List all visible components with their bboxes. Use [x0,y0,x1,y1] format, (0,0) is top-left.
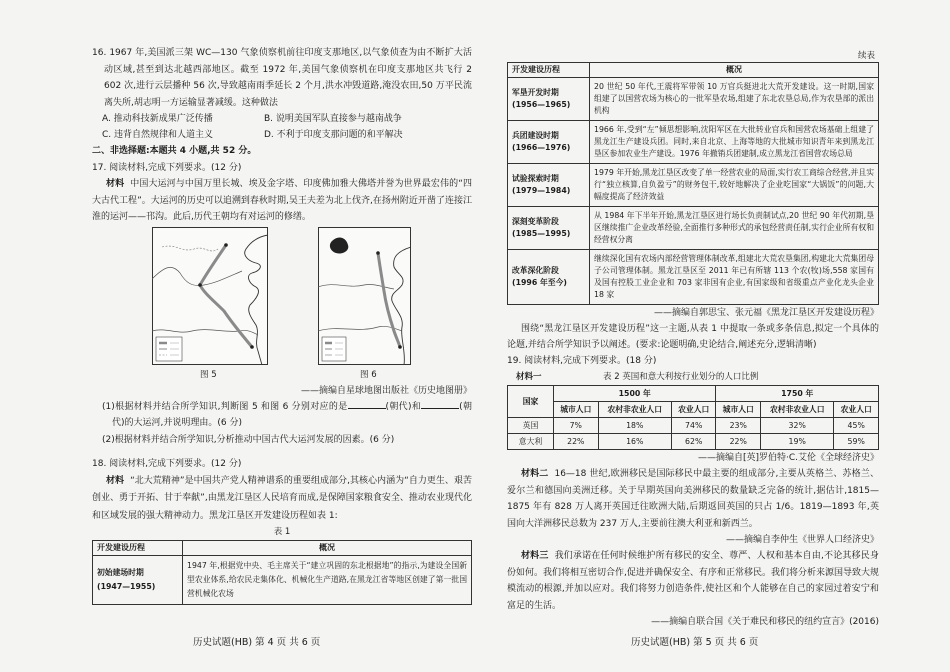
option-a: A. 推动科技新成果广泛传播 [102,114,213,124]
value-cell: 19% [761,434,834,450]
figure-5-label: 图 5 [200,369,217,380]
table-2 [507,385,879,450]
part-1-text: (朝代)的大运河,并说明理由。(6 分) [112,401,472,428]
value-cell: 23% [716,418,761,434]
canal-map-figure-6 [318,227,411,365]
material-1-source: ——摘编自[英]罗伯特·C.艾伦《全球经济史》 [697,453,879,463]
question-18-title: 18. 阅读材料,完成下列要求。(12 分) [92,459,242,469]
question-18-prompt: 围绕“黑龙江垦区开发建设历程”这一主题,从表 1 中提取一条或多条信息,拟定一个具体的论题,并结合所学知识予以阐述。(要求:论题明确,史论结合,阐述充分,逻辑清晰) [507,324,879,350]
country-cell: 英国 [508,418,554,434]
answer-blank [348,400,386,409]
city-marker [398,345,402,349]
city-marker [198,283,202,287]
section-heading: 二、非选择题:本题共 4 小题,共 52 分。 [92,146,257,156]
stage-name: 兵团建设时期 [512,131,559,140]
map-legend [156,337,182,361]
part-1-text: (朝代)和 [385,401,422,412]
table-header-row [93,541,472,556]
table-1-caption: 表 1 [273,527,291,537]
stage-period: (1985—1995) [512,229,571,238]
value-cell: 7% [554,418,599,434]
value-cell: 62% [671,434,716,450]
question-19-title: 19. 阅读材料,完成下列要求。(18 分) [507,356,657,366]
sub-header: 农业人口 [671,402,716,418]
table-row [508,418,879,434]
page-footer-left: 历史试题(HB) 第 4 页 共 6 页 [193,637,321,648]
table-row [508,207,879,250]
year-header: 1750 年 [716,386,879,402]
table-2-caption: 表 2 英国和意大利按行业划分的人口比例 [603,372,759,382]
option-c: C. 违背自然规律和人道主义 [102,130,214,140]
stage-cell [508,250,590,305]
value-cell: 22% [554,434,599,450]
material-1-heading [507,369,879,385]
map-legend [322,337,346,361]
stage-cell [508,164,590,207]
question-16-stem: 16. 1967 年,美国派三架 WC—130 气象侦察机前往印度支那地区,以气象侦查为由不断扩大活动区域,甚至到达北越西部地区。截至 1972 年,美国气象侦察机在印度支那地区共飞行 2 602 次,进行云层播种 56 次,导致越南雨季延长 2 个月,洪水冲毁道路,淹没农田,50 万平民流离失所,胡志明一方运输显著减缓。这种做法 [92,48,472,108]
page-footer-right: 历史试题(HB) 第 5 页 共 6 页 [631,637,759,648]
material-label: 材料一 [516,372,542,382]
stage-name: 试验探索时期 [512,174,559,183]
sub-header: 农村非农业人口 [761,402,834,418]
table-row [508,78,879,121]
stage-period: (1956—1965) [512,100,571,109]
stage-name: 军垦开发时期 [512,88,559,97]
table-row [508,164,879,207]
value-cell: 32% [761,418,834,434]
year-header: 1500 年 [554,386,716,402]
summary-cell: 1979 年开始,黑龙江垦区改变了单一经营农业的局面,实行农工商综合经营,并且实行“独立核算,自负盈亏”的财务包干,较好地解决了企业吃国家“大锅饭”的问题,大幅度提高了经济效益 [590,164,879,207]
part-1-text: (1)根据材料并结合所学知识,判断图 5 和图 6 分别对应的是 [102,401,348,412]
right-page [507,50,879,632]
table-header-summary: 概况 [590,63,879,78]
question-17-source: ——摘编自星球地图出版社《历史地图册》 [300,385,472,396]
country-header: 国家 [508,386,554,418]
material-label: 材料 [106,475,125,486]
stage-cell [93,556,183,605]
material-2-source: ——摘编自李仲生《世界人口经济史》 [725,535,879,545]
table-1-continued [507,62,879,305]
sub-header: 城市人口 [554,402,599,418]
table-row [508,250,879,305]
value-cell: 18% [598,418,671,434]
figure-6-label: 图 6 [360,369,377,380]
stage-period: (1966—1976) [512,143,571,152]
material-3-source: ——摘编自联合国《关于难民和移民的纽约宣言》(2016) [651,617,879,627]
left-page [92,45,472,630]
option-d: D. 不利于印度支那问题的和平解决 [264,130,403,140]
city-marker [224,243,228,247]
stage-period: (1979—1984) [512,186,571,195]
question-17-part-2: (2)根据材料并结合所学知识,分析推动中国古代大运河发展的因素。(6 分) [102,434,395,445]
material-label: 材料二 [521,469,549,479]
summary-cell: 20 世纪 50 年代,王震将军带领 10 万官兵挺进北大荒开发建设。这一时期,国家组建了以国营农场为核心的一批军垦农场,组建了东北农垦总局,作为农垦部的派出机构 [590,78,879,121]
question-17-material [92,176,472,226]
value-cell: 45% [834,418,879,434]
stage-period: (1996 年至今) [512,278,567,287]
city-marker [376,251,380,255]
table-1 [92,540,472,605]
option-b: B. 说明美国军队直接参与越南战争 [264,114,402,124]
summary-cell: 继续深化国有农场内部经营管理体制改革,组建北大荒农垦集团,构建北大荒集团母子公司管理体制。黑龙江垦区至 2011 年已有所辖 113 个农(牧)场,558 家国有及国有控股工业企业和 703 家非国有企业,有国家级和省级重点产业化龙头企业 18 家 [590,250,879,305]
table-row [508,121,879,164]
table-header-row [508,63,879,78]
material-label: 材料三 [521,551,549,561]
material-label: 材料 [106,179,125,189]
value-cell: 22% [716,434,761,450]
table-header-summary: 概况 [183,541,472,556]
table-row [508,434,879,450]
table-header-row [508,386,879,402]
material-3 [507,548,879,614]
material-text: “北大荒精神”是中国共产党人精神谱系的重要组成部分,其核心内涵为“自力更生、艰苦创业、勇于开拓、甘于奉献”,由黑龙江垦区人民培育而成,是保障国家粮食安全、推动农业现代化和区域发展的强大精神动力。黑龙江垦区开发建设历程如表 1: [92,475,472,521]
summary-cell: 1947 年,根据党中央、毛主席关于“建立巩固的东北根据地”的指示,为建设全国新型农业体系,给农民走集体化、机械化生产道路,在黑龙江省等地区创建了第一批国营机械化农场 [183,556,472,605]
summary-cell: 1966 年,受到“左”倾思想影响,沈阳军区在大批转业官兵和国营农场基础上组建了黑龙江生产建设兵团。同时,来自北京、上海等地的大批城市知识青年来到黑龙江垦区参加农业生产建设。1976 年撤销兵团建制,成立黑龙江省国营农场总局 [590,121,879,164]
value-cell: 74% [671,418,716,434]
city-marker [250,345,254,349]
canal-map-figures [92,227,472,367]
sub-header: 城市人口 [716,402,761,418]
question-17-title: 17. 阅读材料,完成下列要求。(12 分) [92,162,242,173]
table-header-stage: 开发建设历程 [508,63,590,78]
answer-blank [421,400,459,409]
question-17-part-1 [92,399,472,432]
stage-period: (1947—1955) [97,582,156,591]
table-continued-label: 续表 [857,51,875,61]
summary-cell: 从 1984 年下半年开始,黑龙江垦区进行场长负责制试点,20 世纪 90 年代初期,垦区继续推广企业改革经验,全面推行多种形式的承包经营责任制,实行企业所有权和经营权分离 [590,207,879,250]
table-subheader-row [508,402,879,418]
table-header-stage: 开发建设历程 [93,541,183,556]
material-2 [507,466,879,532]
stage-cell [508,207,590,250]
stage-name: 深刻变革阶段 [512,217,559,226]
material-text: 我们承诺在任何时候维护所有移民的安全、尊严、人权和基本自由,不论其移民身份如何。我们将相互密切合作,促进并确保安全、有序和正常移民。我们将分析来源国导致大规模流动的根源,并加以应对。我们将努力创造条件,使社区和个人能够在自己的家园过着安宁和富足的生活。 [507,551,879,611]
stage-cell [508,78,590,121]
question-16-options [92,111,472,143]
canal-map-figure-5 [152,227,268,365]
material-text: 16—18 世纪,欧洲移民是国际移民中最主要的组成部分,主要从英格兰、苏格兰、爱尔兰和德国向美洲迁移。关于早期英国向美洲移民的数量缺乏完备的统计,据估计,1815—1875 年有 828 万人离开英国迁往欧洲大陆,后期返回英国的只占 1/6。1819—1893 年,英国向大洋洲移民总数为 237 万人,主要前往澳大利亚和新西兰。 [507,469,879,529]
stage-name: 初始建场时期 [97,568,144,577]
stage-cell [508,121,590,164]
table-row [93,556,472,605]
question-18-material [92,473,472,526]
table-1-source: ——摘编自郭思宝、张元福《黑龙江垦区开发建设历程》 [653,308,879,318]
figure-labels [92,367,472,383]
material-text: 中国大运河与中国万里长城、埃及金字塔、印度佛加雅大佛塔并誉为世界最宏伟的“四大古代工程”。大运河的历史可以追溯到春秋时期,吴王夫差为北上伐齐,在扬州附近开凿了连接江淮的运河——邗沟。此后,历代王朝均有对运河的修缮。 [92,179,472,222]
value-cell: 16% [598,434,671,450]
sub-header: 农村非农业人口 [598,402,671,418]
sub-header: 农业人口 [834,402,879,418]
stage-name: 改革深化阶段 [512,266,559,275]
value-cell: 59% [834,434,879,450]
country-cell: 意大利 [508,434,554,450]
